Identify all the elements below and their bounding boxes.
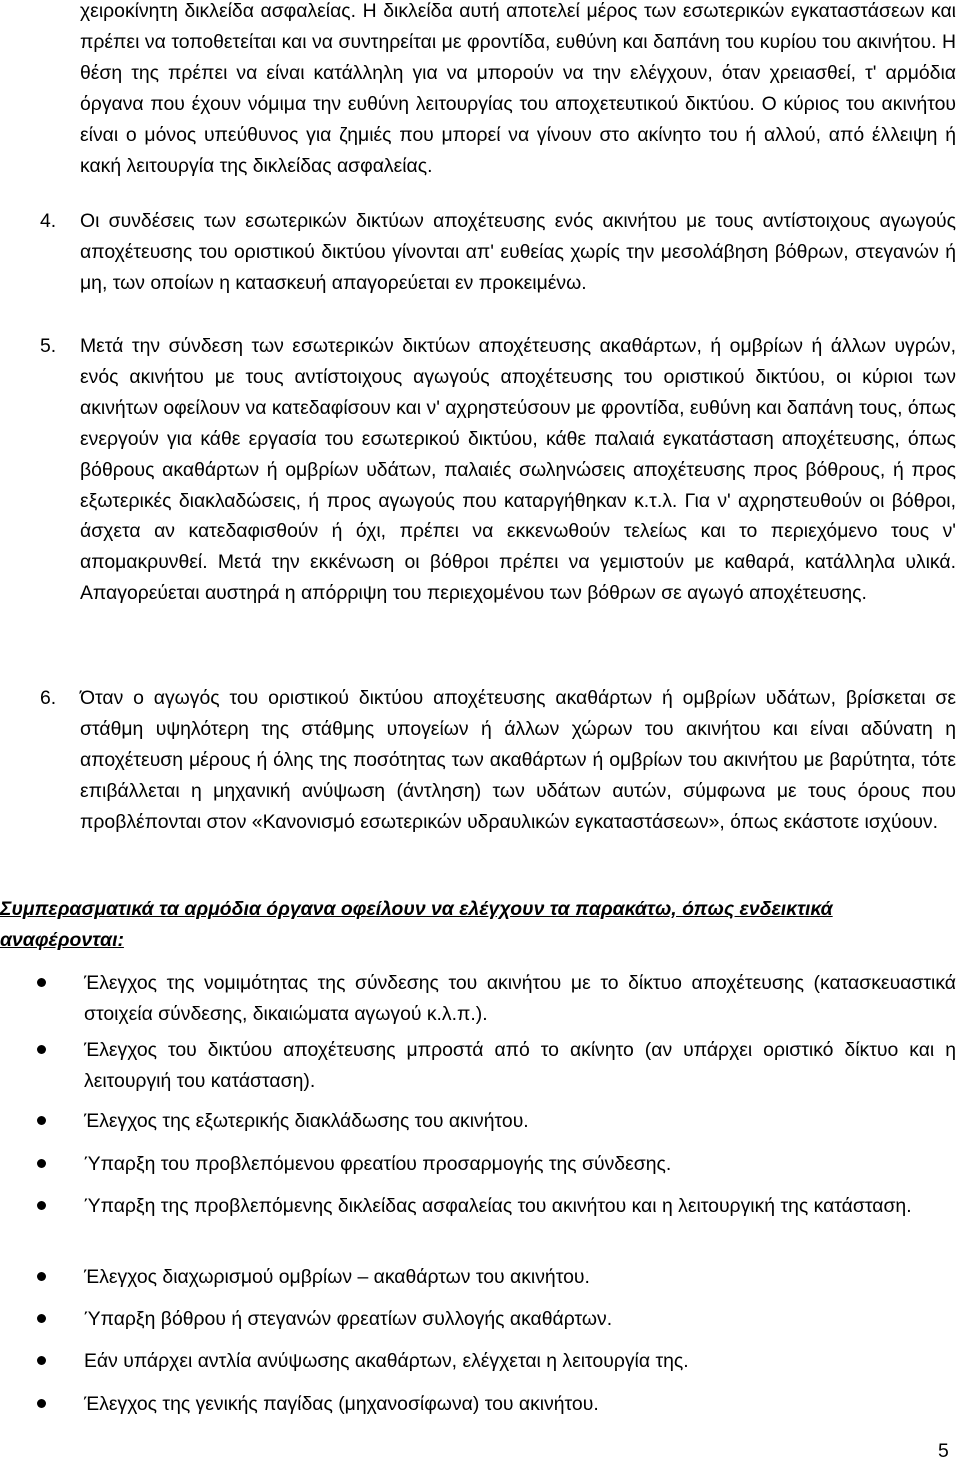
- bullet-icon: [37, 1201, 46, 1210]
- summary-heading: Συμπερασματικά τα αρμόδια όργανα οφείλουν να ελέγχουν τα παρακάτω, όπως ενδεικτικά αναφέρονται:: [0, 898, 833, 951]
- bullet-icon: [37, 1116, 46, 1125]
- page-number: 5: [938, 1440, 949, 1462]
- list-item-text: Έλεγχος του δικτύου αποχέτευσης μπροστά από το ακίνητο (αν υπάρχει οριστικό δίκτυο και η λειτουργιή του κατάσταση).: [84, 1039, 956, 1092]
- item-text: Οι συνδέσεις των εσωτερικών δικτύων αποχέτευσης ενός ακινήτου με τους αντίστοιχους αγωγούς αποχέτευσης του οριστικού δικτύου γίνονται απ' ευθείας χωρίς την μεσολάβηση βόθρων, στεγανών ή μη, των οποίων η κατασκευή απαγορεύεται εν προκειμένω.: [80, 210, 956, 294]
- bullet-icon: [37, 1045, 46, 1054]
- item-number: 4.: [40, 210, 57, 232]
- list-item-text: Ύπαρξη της προβλεπόμενης δικλείδας ασφαλείας του ακινήτου και η λειτουργική της κατάσταση.: [84, 1195, 912, 1217]
- bullet-icon: [37, 1314, 46, 1323]
- list-item-text: Ύπαρξη του προβλεπόμενου φρεατίου προσαρμογής της σύνδεσης.: [84, 1153, 672, 1175]
- item-text: Μετά την σύνδεση των εσωτερικών δικτύων αποχέτευσης ακαθάρτων, ή ομβρίων ή άλλων υγρών, ενός ακινήτου με τους αντίστοιχους αγωγούς αποχέτευσης του οριστικού δικτύου, οι κύριοι των ακινήτων οφείλουν να κατεδαφίσουν και ν' αχρηστεύσουν με φροντίδα, ευθύνη και δαπάνη τους, όπως ενεργούν για κάθε εργασία του εσωτερικού δικτύου, κάθε παλαιά εγκατάσταση αποχέτευσης, όπως βόθρους ακαθάρτων ή ομβρίων υδάτων, παλαιές σωληνώσεις αποχέτευσης προς βόθρους, ή προς εξωτερικές διακλαδώσεις, ή προς αγωγούς που καταργήθηκαν κ.τ.λ. Για ν' αχρηστευθούν οι βόθροι, άσχετα αν κατεδαφισθούν ή όχι, πρέπει να εκκενωθούν τελείως και το περιεχόμενο τους ν' απομακρυνθεί. Μετά την εκκένωση οι βόθροι πρέπει να γεμιστούν με καθαρά, κατάλληλα υλικά. Απαγορεύεται αυστηρά η απόρριψη του περιεχομένου των βόθρων σε αγωγό αποχέτευσης.: [80, 335, 956, 605]
- item-number: 6.: [40, 687, 57, 709]
- bullet-icon: [37, 1272, 46, 1281]
- item-text: Όταν ο αγωγός του οριστικού δικτύου αποχέτευσης ακαθάρτων ή ομβρίων υδάτων, βρίσκεται σε στάθμη υψηλότερη της στάθμης υπογείων ή άλλων χώρων του ακινήτου και είναι αδύνατη η αποχέτευση μέρους ή όλης της ποσότητας των ακαθάρτων ή ομβρίων του ακινήτου με βαρύτητα, τότε επιβάλλεται η μηχανική ανύψωση (άντληση) των υδάτων αυτών, σύμφωνα με τους όρους που προβλέπονται στον «Κανονισμό εσωτερικών υδραυλικών εγκαταστάσεων», όπως εκάστοτε ισχύουν.: [80, 687, 956, 833]
- bullet-icon: [37, 978, 46, 987]
- item-number: 5.: [40, 335, 57, 357]
- list-item-text: Έλεγχος της νομιμότητας της σύνδεσης του ακινήτου με το δίκτυο αποχέτευσης (κατασκευαστικά στοιχεία σύνδεσης, δικαιώματα αγωγού κ.λ.π.).: [84, 972, 956, 1025]
- intro-paragraph: χειροκίνητη δικλείδα ασφαλείας. Η δικλείδα αυτή αποτελεί μέρος των εσωτερικών εγκαταστάσεων και πρέπει να τοποθετείται και να συντηρείται με φροντίδα, ευθύνη και δαπάνη του κυρίου του ακινήτου. Η θέση της πρέπει να είναι κατάλληλη για να μπορούν να την ελέγχουν, όταν χρειασθεί, τ' αρμόδια όργανα που έχουν νόμιμα την ευθύνη λειτουργίας του αποχετευτικού δικτύου. Ο κύριος του ακινήτου είναι ο μόνος υπεύθυνος για ζημιές που μπορεί να γίνουν στο ακίνητο του ή αλλού, από έλλειψη ή κακή λειτουργία της δικλείδας ασφαλείας.: [80, 0, 956, 177]
- bullet-icon: [37, 1159, 46, 1168]
- bullet-icon: [37, 1399, 46, 1408]
- list-item-text: Έλεγχος της εξωτερικής διακλάδωσης του ακινήτου.: [84, 1110, 529, 1132]
- bullet-icon: [37, 1356, 46, 1365]
- list-item-text: Εάν υπάρχει αντλία ανύψωσης ακαθάρτων, ελέγχεται η λειτουργία της.: [84, 1350, 689, 1372]
- list-item-text: Έλεγχος διαχωρισμού ομβρίων – ακαθάρτων του ακινήτου.: [84, 1266, 590, 1288]
- list-item-text: Έλεγχος της γενικής παγίδας (μηχανοσίφωνα) του ακινήτου.: [84, 1393, 599, 1415]
- list-item-text: Ύπαρξη βόθρου ή στεγανών φρεατίων συλλογής ακαθάρτων.: [84, 1308, 613, 1330]
